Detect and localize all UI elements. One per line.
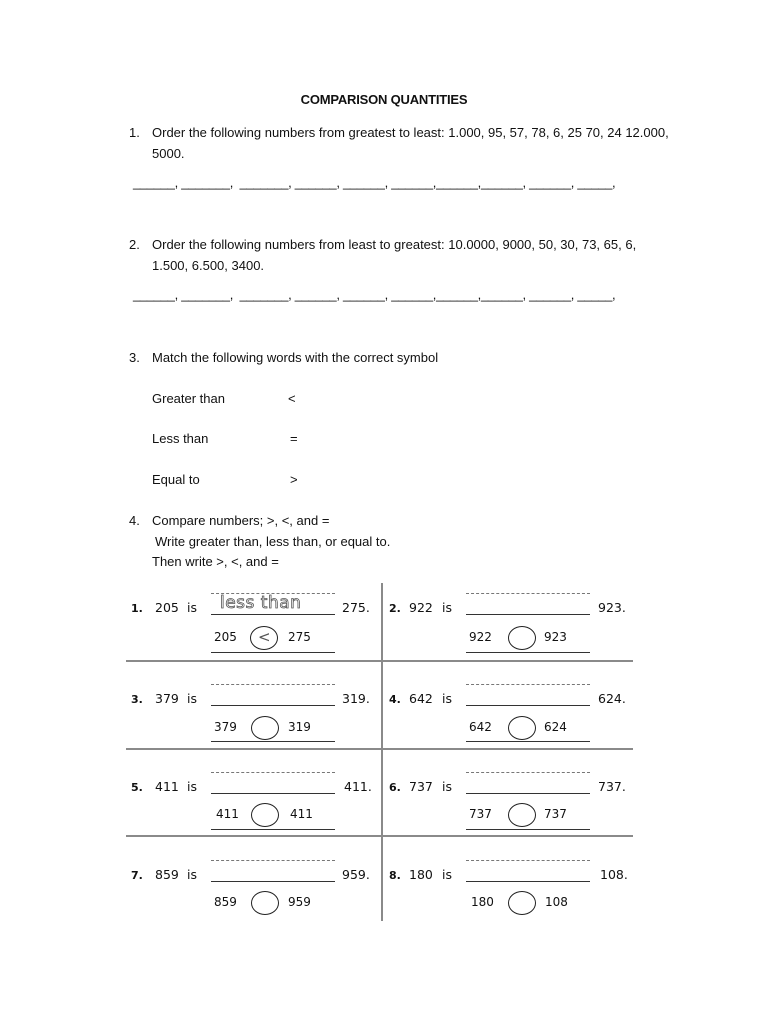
match-word: Equal to <box>152 472 200 487</box>
trace-guide-line <box>466 684 590 685</box>
answer-line[interactable] <box>211 793 335 794</box>
first-number: 737 <box>409 779 433 794</box>
compare-right: 319 <box>288 720 311 734</box>
compare-left: 922 <box>469 630 492 644</box>
second-number: 737. <box>598 779 626 794</box>
first-number: 859 <box>155 867 179 882</box>
is-word: is <box>187 691 197 706</box>
exercise-number: 1. <box>131 602 143 615</box>
answer-line[interactable] <box>466 793 590 794</box>
answer-circle[interactable] <box>508 891 536 915</box>
answer-line[interactable] <box>211 829 335 830</box>
first-number: 205 <box>155 600 179 615</box>
answer-line[interactable] <box>211 705 335 706</box>
first-number: 379 <box>155 691 179 706</box>
compare-left: 642 <box>469 720 492 734</box>
answer-line[interactable] <box>211 881 335 882</box>
second-number: 319. <box>342 691 370 706</box>
exercise-number: 7. <box>131 869 143 882</box>
answer-circle[interactable] <box>251 891 279 915</box>
answer-line[interactable] <box>466 741 590 742</box>
compare-left: 737 <box>469 807 492 821</box>
answer-circle[interactable] <box>251 716 279 740</box>
answer-blanks[interactable]: ______, _______, _______, ______, ______, ______,______,______, ______, _____, <box>133 287 616 302</box>
is-word: is <box>442 779 452 794</box>
answer-line[interactable] <box>466 705 590 706</box>
compare-right: 624 <box>544 720 567 734</box>
trace-guide-line <box>466 860 590 861</box>
question-number: 1. <box>129 125 140 140</box>
is-word: is <box>187 600 197 615</box>
compare-left: 180 <box>471 895 494 909</box>
grid-divider-vertical <box>381 583 383 921</box>
answer-circle[interactable] <box>508 803 536 827</box>
grid-divider-horizontal <box>126 835 633 837</box>
compare-left: 411 <box>216 807 239 821</box>
is-word: is <box>442 691 452 706</box>
answer-line[interactable] <box>466 652 590 653</box>
compare-right: 737 <box>544 807 567 821</box>
answer-line[interactable] <box>211 741 335 742</box>
match-word: Greater than <box>152 391 225 406</box>
trace-guide-line <box>211 860 335 861</box>
exercise-number: 8. <box>389 869 401 882</box>
second-number: 959. <box>342 867 370 882</box>
answer-blanks[interactable]: ______, _______, _______, ______, ______, ______,______,______, ______, _____, <box>133 175 616 190</box>
second-number: 923. <box>598 600 626 615</box>
compare-left: 859 <box>214 895 237 909</box>
compare-right: 108 <box>545 895 568 909</box>
first-number: 922 <box>409 600 433 615</box>
compare-right: 411 <box>290 807 313 821</box>
exercise-number: 2. <box>389 602 401 615</box>
compare-right: 275 <box>288 630 311 644</box>
answer-circle[interactable] <box>251 803 279 827</box>
second-number: 275. <box>342 600 370 615</box>
traced-symbol: < <box>258 628 271 646</box>
match-symbol: < <box>288 391 296 406</box>
question-number: 3. <box>129 350 140 365</box>
second-number: 624. <box>598 691 626 706</box>
question-text: Order the following numbers from greatest to least: 1.000, 95, 57, 78, 6, 25 70, 24 12.000, 5000. <box>152 125 669 161</box>
answer-circle[interactable] <box>508 626 536 650</box>
traced-answer: less than <box>220 593 302 613</box>
is-word: is <box>187 867 197 882</box>
trace-guide-line <box>211 684 335 685</box>
match-symbol: = <box>290 431 298 446</box>
trace-guide-line <box>466 772 590 773</box>
first-number: 411 <box>155 779 179 794</box>
grid-divider-horizontal <box>126 748 633 750</box>
match-symbol: > <box>290 472 298 487</box>
trace-guide-line <box>466 593 590 594</box>
compare-left: 205 <box>214 630 237 644</box>
question-number: 2. <box>129 237 140 252</box>
compare-right: 923 <box>544 630 567 644</box>
compare-left: 379 <box>214 720 237 734</box>
question-text: Order the following numbers from least to greatest: 10.0000, 9000, 50, 30, 73, 65, 6, 1.500, 6.500, 3400. <box>152 237 637 273</box>
answer-line[interactable] <box>466 829 590 830</box>
question-number: 4. <box>129 513 140 528</box>
answer-circle[interactable] <box>508 716 536 740</box>
exercise-number: 3. <box>131 693 143 706</box>
page-title: COMPARISON QUANTITIES <box>300 92 468 107</box>
match-word: Less than <box>152 431 209 446</box>
is-word: is <box>187 779 197 794</box>
question-text: Match the following words with the correct symbol <box>152 350 439 365</box>
first-number: 180 <box>409 867 433 882</box>
second-number: 411. <box>344 779 372 794</box>
answer-line[interactable] <box>466 614 590 615</box>
grid-divider-horizontal <box>126 660 633 662</box>
exercise-number: 5. <box>131 781 143 794</box>
first-number: 642 <box>409 691 433 706</box>
is-word: is <box>442 600 452 615</box>
exercise-number: 6. <box>389 781 401 794</box>
answer-line[interactable] <box>466 881 590 882</box>
second-number: 108. <box>600 867 628 882</box>
trace-guide-line <box>211 772 335 773</box>
compare-right: 959 <box>288 895 311 909</box>
answer-line[interactable] <box>211 652 335 653</box>
question-text: Compare numbers; >, <, and = <box>152 513 330 528</box>
exercise-number: 4. <box>389 693 401 706</box>
is-word: is <box>442 867 452 882</box>
answer-line[interactable] <box>211 614 335 615</box>
question-text: Write greater than, less than, or equal to. <box>155 534 391 549</box>
question-text: Then write >, <, and = <box>152 554 279 569</box>
